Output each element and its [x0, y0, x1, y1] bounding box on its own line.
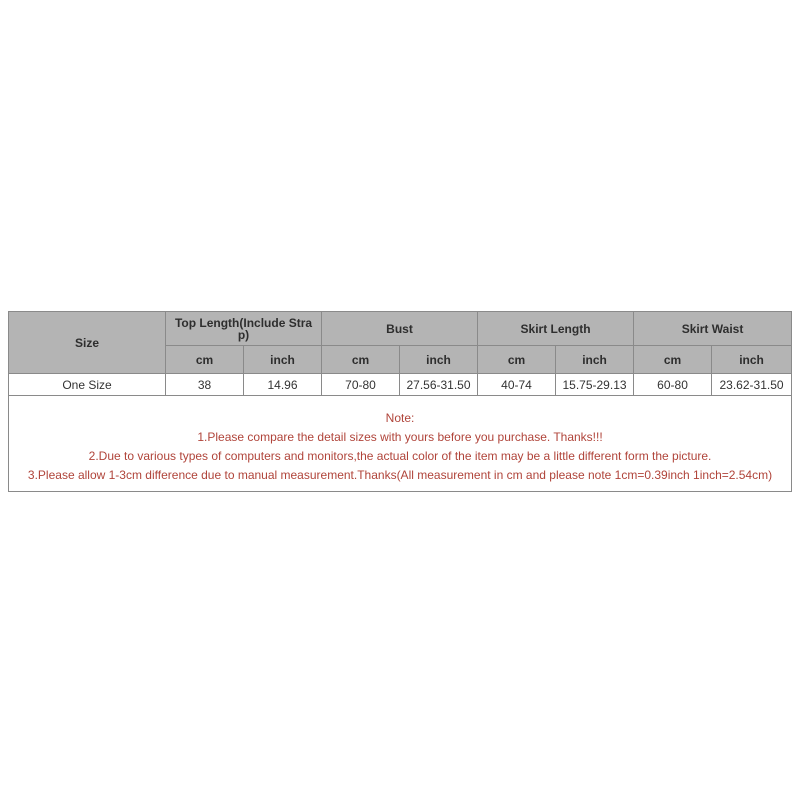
table-cell: 23.62-31.50: [712, 374, 792, 396]
table-cell: 27.56-31.50: [400, 374, 478, 396]
table-cell: 60-80: [634, 374, 712, 396]
unit-header: inch: [712, 346, 792, 374]
note-item: 3.Please allow 1-3cm difference due to manual measurement.Thanks(All measurement in cm and please note 1cm=0.39inch 1inch=2.54cm): [27, 467, 773, 482]
header-top-length: [166, 312, 322, 346]
header-skirt-waist-label: Skirt Waist: [681, 321, 744, 336]
header-bust-label: Bust: [386, 321, 413, 336]
header-bust: [322, 312, 478, 346]
table-row: [9, 374, 792, 396]
size-cell: One Size: [9, 374, 166, 396]
header-skirt-length-label: Skirt Length: [520, 321, 591, 336]
table-cell: 15.75-29.13: [556, 374, 634, 396]
unit-header: inch: [244, 346, 322, 374]
table-cell: 14.96: [244, 374, 322, 396]
header-size: Size: [9, 312, 166, 374]
notes-title: Note:: [385, 410, 415, 425]
notes-row: [9, 396, 792, 492]
header-skirt-length: [478, 312, 634, 346]
note-item: 1.Please compare the detail sizes with yours before you purchase. Thanks!!!: [197, 429, 603, 444]
header-skirt-waist: [634, 312, 792, 346]
unit-header: inch: [400, 346, 478, 374]
unit-header: cm: [166, 346, 244, 374]
header-row-groups: [9, 312, 792, 346]
unit-header: inch: [556, 346, 634, 374]
table-cell: 70-80: [322, 374, 400, 396]
table-cell: 38: [166, 374, 244, 396]
notes-section: [9, 396, 792, 492]
unit-header: cm: [634, 346, 712, 374]
table-cell: 40-74: [478, 374, 556, 396]
note-item: 2.Due to various types of computers and monitors,the actual color of the item may be a little different form the picture.: [88, 448, 712, 463]
size-chart-table: [8, 311, 792, 492]
header-top-length-label: Top Length(Include Strap): [174, 315, 313, 342]
unit-header: cm: [478, 346, 556, 374]
unit-header: cm: [322, 346, 400, 374]
